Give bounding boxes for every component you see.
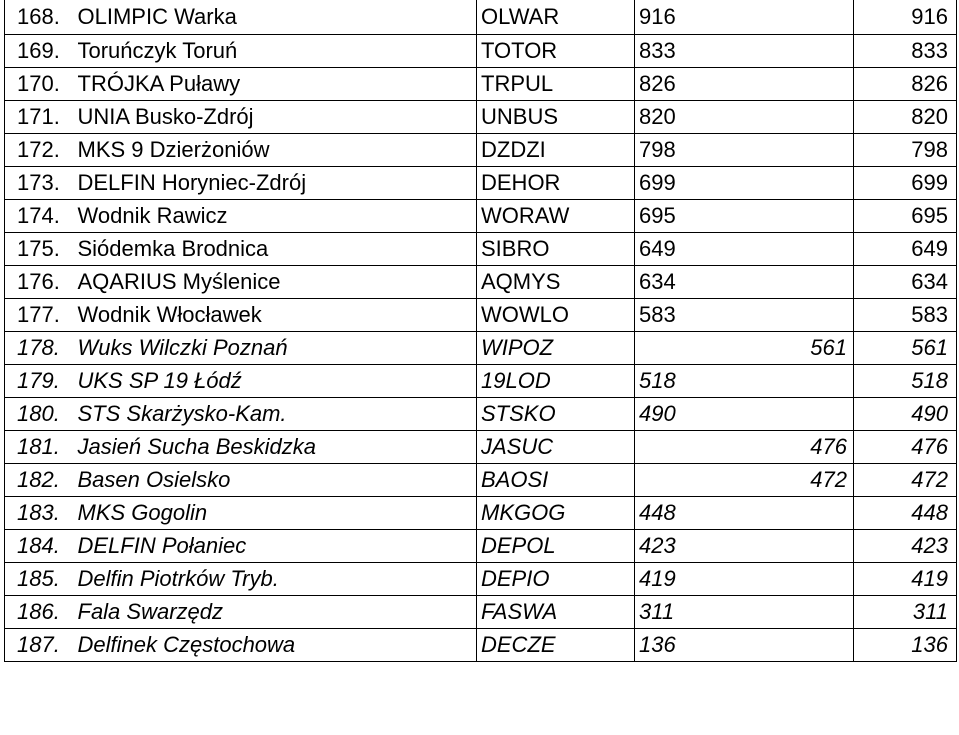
club-name-cell: Basen Osielsko: [72, 464, 477, 497]
club-name-cell: DELFIN Połaniec: [72, 530, 477, 563]
total-points-cell: 419: [854, 563, 957, 596]
points-cell-2: 561: [751, 332, 854, 365]
club-name-cell: UNIA Busko-Zdrój: [72, 101, 477, 134]
ranking-table-body: [5, 0, 957, 662]
points-cell-1: [635, 332, 751, 365]
points-cell-2: 476: [751, 431, 854, 464]
total-points-cell: 833: [854, 35, 957, 68]
club-name-cell: Jasień Sucha Beskidzka: [72, 431, 477, 464]
club-name-cell: DELFIN Horyniec-Zdrój: [72, 167, 477, 200]
rank-cell: 175.: [5, 233, 72, 266]
club-code-cell: OLWAR: [477, 0, 635, 35]
points-cell-2: [751, 200, 854, 233]
total-points-cell: 476: [854, 431, 957, 464]
table-row: [5, 431, 957, 464]
points-cell-1: 419: [635, 563, 751, 596]
points-cell-2: [751, 398, 854, 431]
total-points-cell: 136: [854, 629, 957, 662]
rank-cell: 178.: [5, 332, 72, 365]
points-cell-2: [751, 530, 854, 563]
table-row: [5, 233, 957, 266]
club-code-cell: 19LOD: [477, 365, 635, 398]
rank-cell: 185.: [5, 563, 72, 596]
points-cell-1: 311: [635, 596, 751, 629]
club-name-cell: Delfin Piotrków Tryb.: [72, 563, 477, 596]
table-row: [5, 563, 957, 596]
points-cell-2: 472: [751, 464, 854, 497]
points-cell-2: [751, 35, 854, 68]
club-code-cell: TRPUL: [477, 68, 635, 101]
total-points-cell: 634: [854, 266, 957, 299]
rank-cell: 183.: [5, 497, 72, 530]
club-code-cell: WIPOZ: [477, 332, 635, 365]
rank-cell: 182.: [5, 464, 72, 497]
club-name-cell: STS Skarżysko-Kam.: [72, 398, 477, 431]
points-cell-1: 649: [635, 233, 751, 266]
table-row: [5, 365, 957, 398]
total-points-cell: 448: [854, 497, 957, 530]
points-cell-2: [751, 134, 854, 167]
rank-cell: 172.: [5, 134, 72, 167]
club-code-cell: WOWLO: [477, 299, 635, 332]
club-name-cell: OLIMPIC Warka: [72, 0, 477, 35]
rank-cell: 177.: [5, 299, 72, 332]
rank-cell: 181.: [5, 431, 72, 464]
club-code-cell: DEHOR: [477, 167, 635, 200]
total-points-cell: 820: [854, 101, 957, 134]
rank-cell: 179.: [5, 365, 72, 398]
rank-cell: 180.: [5, 398, 72, 431]
club-name-cell: Toruńczyk Toruń: [72, 35, 477, 68]
points-cell-2: [751, 101, 854, 134]
table-row: [5, 200, 957, 233]
club-code-cell: STSKO: [477, 398, 635, 431]
table-row: [5, 332, 957, 365]
points-cell-2: [751, 68, 854, 101]
club-name-cell: Siódemka Brodnica: [72, 233, 477, 266]
total-points-cell: 583: [854, 299, 957, 332]
total-points-cell: 311: [854, 596, 957, 629]
points-cell-1: 423: [635, 530, 751, 563]
club-code-cell: TOTOR: [477, 35, 635, 68]
points-cell-1: [635, 464, 751, 497]
points-cell-2: [751, 0, 854, 35]
rank-cell: 184.: [5, 530, 72, 563]
rank-cell: 169.: [5, 35, 72, 68]
points-cell-1: 695: [635, 200, 751, 233]
table-row: [5, 530, 957, 563]
table-row: [5, 0, 957, 35]
total-points-cell: 561: [854, 332, 957, 365]
club-code-cell: DZDZI: [477, 134, 635, 167]
points-cell-1: 634: [635, 266, 751, 299]
table-row: [5, 35, 957, 68]
table-row: [5, 101, 957, 134]
rank-cell: 186.: [5, 596, 72, 629]
rank-cell: 176.: [5, 266, 72, 299]
club-code-cell: SIBRO: [477, 233, 635, 266]
points-cell-1: 490: [635, 398, 751, 431]
rank-cell: 170.: [5, 68, 72, 101]
total-points-cell: 916: [854, 0, 957, 35]
total-points-cell: 699: [854, 167, 957, 200]
points-cell-1: 820: [635, 101, 751, 134]
rank-cell: 187.: [5, 629, 72, 662]
total-points-cell: 472: [854, 464, 957, 497]
rank-cell: 168.: [5, 0, 72, 35]
table-row: [5, 398, 957, 431]
total-points-cell: 423: [854, 530, 957, 563]
points-cell-1: 798: [635, 134, 751, 167]
club-code-cell: FASWA: [477, 596, 635, 629]
table-row: [5, 596, 957, 629]
ranking-table: [4, 0, 957, 662]
table-row: [5, 299, 957, 332]
points-cell-2: [751, 233, 854, 266]
club-name-cell: Wodnik Włocławek: [72, 299, 477, 332]
table-row: [5, 68, 957, 101]
points-cell-2: [751, 563, 854, 596]
total-points-cell: 649: [854, 233, 957, 266]
club-code-cell: UNBUS: [477, 101, 635, 134]
points-cell-2: [751, 167, 854, 200]
points-cell-1: 699: [635, 167, 751, 200]
table-row: [5, 497, 957, 530]
total-points-cell: 695: [854, 200, 957, 233]
total-points-cell: 518: [854, 365, 957, 398]
club-code-cell: MKGOG: [477, 497, 635, 530]
club-code-cell: DEPOL: [477, 530, 635, 563]
rank-cell: 174.: [5, 200, 72, 233]
table-row: [5, 134, 957, 167]
points-cell-2: [751, 497, 854, 530]
points-cell-2: [751, 266, 854, 299]
table-row: [5, 629, 957, 662]
club-name-cell: TRÓJKA Puławy: [72, 68, 477, 101]
points-cell-2: [751, 365, 854, 398]
points-cell-1: 583: [635, 299, 751, 332]
club-name-cell: MKS Gogolin: [72, 497, 477, 530]
points-cell-2: [751, 629, 854, 662]
club-name-cell: Wodnik Rawicz: [72, 200, 477, 233]
table-row: [5, 167, 957, 200]
club-code-cell: WORAW: [477, 200, 635, 233]
rank-cell: 171.: [5, 101, 72, 134]
club-code-cell: BAOSI: [477, 464, 635, 497]
table-row: [5, 266, 957, 299]
total-points-cell: 490: [854, 398, 957, 431]
club-name-cell: Wuks Wilczki Poznań: [72, 332, 477, 365]
total-points-cell: 798: [854, 134, 957, 167]
club-name-cell: Delfinek Częstochowa: [72, 629, 477, 662]
club-code-cell: DECZE: [477, 629, 635, 662]
total-points-cell: 826: [854, 68, 957, 101]
points-cell-1: 916: [635, 0, 751, 35]
points-cell-2: [751, 596, 854, 629]
club-name-cell: Fala Swarzędz: [72, 596, 477, 629]
points-cell-1: 136: [635, 629, 751, 662]
points-cell-1: 826: [635, 68, 751, 101]
club-name-cell: AQARIUS Myślenice: [72, 266, 477, 299]
points-cell-1: 518: [635, 365, 751, 398]
club-code-cell: JASUC: [477, 431, 635, 464]
points-cell-2: [751, 299, 854, 332]
club-name-cell: MKS 9 Dzierżoniów: [72, 134, 477, 167]
club-name-cell: UKS SP 19 Łódź: [72, 365, 477, 398]
points-cell-1: 833: [635, 35, 751, 68]
points-cell-1: 448: [635, 497, 751, 530]
rank-cell: 173.: [5, 167, 72, 200]
points-cell-1: [635, 431, 751, 464]
table-row: [5, 464, 957, 497]
club-code-cell: DEPIO: [477, 563, 635, 596]
club-code-cell: AQMYS: [477, 266, 635, 299]
